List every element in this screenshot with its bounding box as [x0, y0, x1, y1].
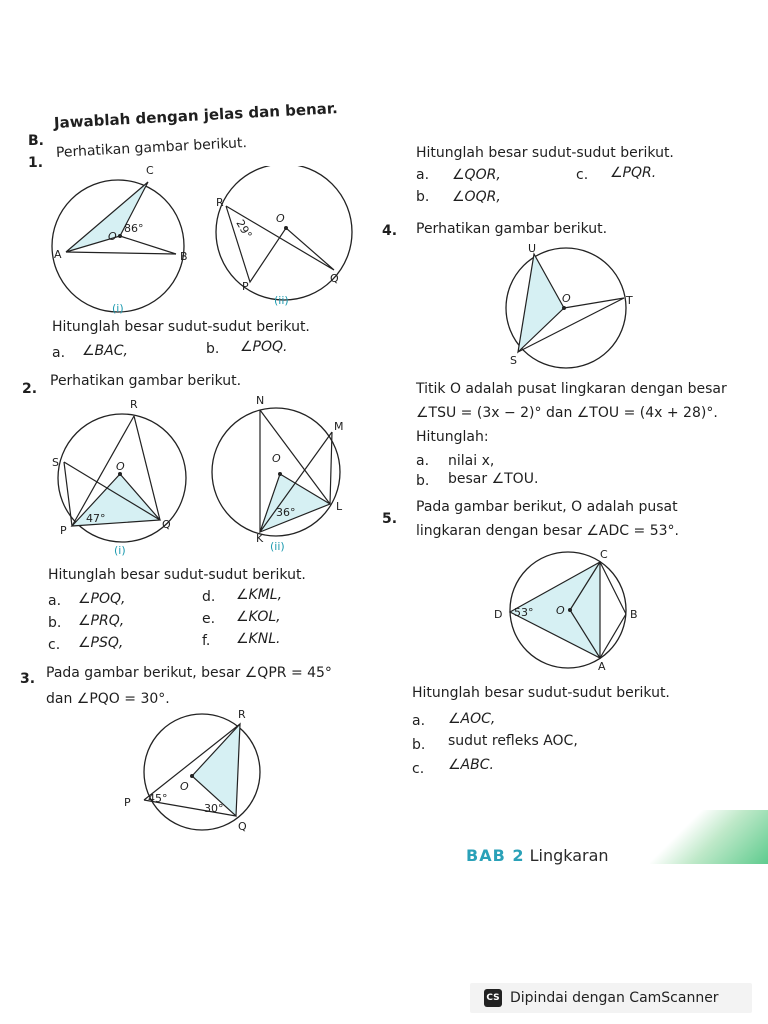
q2-fig-i-P: P — [60, 524, 67, 537]
page-corner-decoration — [650, 810, 768, 864]
q2-c-value: ∠PSQ, — [78, 635, 124, 651]
q2-a-value: ∠POQ, — [78, 591, 126, 607]
q2-fig-i-O: O — [116, 460, 125, 473]
q4-line2: ∠TSU = (3x − 2)° dan ∠TOU = (4x + 28)°. — [416, 405, 718, 421]
q2-fig-ii-O: O — [272, 452, 281, 465]
q2-c-label: c. — [48, 637, 61, 653]
q4-b-value: besar ∠TOU. — [448, 471, 539, 487]
q5-fig-angle: 53° — [514, 606, 534, 619]
section-instruction: Jawablah dengan jelas dan benar. — [53, 99, 339, 132]
q2-a-label: a. — [48, 593, 62, 609]
q1-a-label: a. — [52, 345, 66, 361]
q3-fig-angle-p: 45° — [148, 792, 168, 805]
q1-b-value: ∠POQ. — [240, 339, 288, 355]
q5-fig-D: D — [494, 608, 503, 621]
q3-fig-O: O — [180, 780, 189, 793]
q5-c-label: c. — [412, 761, 425, 777]
q1-a-value: ∠BAC, — [82, 343, 128, 359]
q1-fig-ii-R: R — [216, 196, 224, 209]
q2-fig-i-caption: (i) — [114, 544, 126, 557]
q3-b-label: b. — [416, 189, 430, 205]
q5-fig-C: C — [600, 548, 608, 561]
q5-b-label: b. — [412, 737, 426, 753]
q2-e-label: e. — [202, 611, 216, 627]
q2-fig-ii-K: K — [256, 532, 264, 545]
q2-fig-ii-angle: 36° — [276, 506, 296, 519]
q2-prompt: Perhatikan gambar berikut. — [50, 373, 242, 389]
q2-fig-i-angle: 47° — [86, 512, 106, 525]
q3-c-label: c. — [576, 167, 589, 183]
q5-figure — [488, 546, 648, 676]
q4-line3: Hitunglah: — [416, 429, 489, 445]
q4-b-label: b. — [416, 473, 430, 489]
q4-line1: Titik O adalah pusat lingkaran dengan besar — [416, 381, 727, 397]
q5-a-label: a. — [412, 713, 426, 729]
q1-figure-i — [48, 160, 198, 320]
q3-fig-R: R — [238, 708, 246, 721]
q1-fig-ii-Q: Q — [330, 272, 339, 285]
q5-fig-B: B — [630, 608, 638, 621]
q5-fig-A: A — [598, 660, 606, 673]
q4-number: 4. — [382, 223, 398, 239]
q1-fig-i-angle: 86° — [124, 222, 144, 235]
q1-fig-ii-P: P — [242, 280, 249, 293]
q4-fig-O: O — [562, 292, 571, 305]
q3-ask: Hitunglah besar sudut-sudut berikut. — [416, 145, 674, 161]
q4-fig-T: T — [626, 294, 633, 307]
q3-number: 3. — [20, 671, 36, 687]
q2-f-label: f. — [202, 633, 211, 649]
camscanner-text: Dipindai dengan CamScanner — [510, 990, 719, 1006]
q1-fig-i-B: B — [180, 250, 188, 263]
q2-number: 2. — [22, 381, 38, 397]
q5-c-value: ∠ABC. — [448, 757, 494, 773]
q3-c-value: ∠PQR. — [610, 165, 657, 181]
q1-fig-i-caption: (i) — [112, 302, 124, 315]
q5-b-value: sudut refleks AOC, — [448, 733, 578, 749]
q2-d-label: d. — [202, 589, 216, 605]
q2-fig-ii-caption: (ii) — [270, 540, 285, 553]
q2-fig-ii-L: L — [336, 500, 343, 513]
q3-figure — [120, 708, 280, 838]
q1-prompt: Perhatikan gambar berikut. — [55, 135, 248, 161]
q2-fig-i-R: R — [130, 398, 138, 411]
q3-fig-Q: Q — [238, 820, 247, 833]
q1-fig-i-A: A — [54, 248, 62, 261]
q5-ask: Hitunglah besar sudut-sudut berikut. — [412, 685, 670, 701]
q1-fig-ii-O: O — [276, 212, 285, 225]
camscanner-watermark — [470, 983, 752, 1013]
chapter-title: Lingkaran — [529, 846, 609, 865]
q5-a-value: ∠AOC, — [448, 711, 496, 727]
q1-fig-i-O: O — [108, 230, 117, 243]
q1-fig-ii-caption: (ii) — [274, 294, 289, 307]
q3-fig-P: P — [124, 796, 131, 809]
q3-fig-angle-q: 30° — [204, 802, 224, 815]
camscanner-logo-icon: CS — [484, 989, 502, 1007]
q2-b-value: ∠PRQ, — [78, 613, 125, 629]
q5-line2: lingkaran dengan besar ∠ADC = 53°. — [416, 523, 679, 539]
q2-b-label: b. — [48, 615, 62, 631]
q3-a-value: ∠QOR, — [452, 167, 501, 183]
q5-number: 5. — [382, 511, 398, 527]
q5-line1: Pada gambar berikut, O adalah pusat — [416, 499, 678, 515]
q4-figure — [500, 240, 640, 370]
q2-f-value: ∠KNL. — [236, 631, 281, 647]
chapter-label: BAB 2 — [466, 846, 525, 865]
q2-fig-ii-M: M — [334, 420, 344, 433]
q1-fig-i-C: C — [146, 164, 154, 177]
q3-line1: Pada gambar berikut, besar ∠QPR = 45° — [46, 665, 332, 681]
q3-a-label: a. — [416, 167, 430, 183]
q3-line2: dan ∠PQO = 30°. — [46, 691, 170, 707]
q1-figure-ii — [208, 166, 358, 312]
q2-fig-i-S: S — [52, 456, 59, 469]
q2-ask: Hitunglah besar sudut-sudut berikut. — [48, 567, 306, 583]
q2-figure-i — [50, 396, 200, 562]
q4-a-value: nilai x, — [448, 453, 495, 469]
q1-fig-ii-angle: 29° — [233, 217, 255, 241]
q4-prompt: Perhatikan gambar berikut. — [416, 221, 608, 237]
q2-fig-ii-N: N — [256, 394, 265, 407]
q1-number: 1. — [28, 155, 44, 171]
page-footer — [466, 846, 609, 865]
q2-figure-ii — [204, 392, 354, 558]
q4-a-label: a. — [416, 453, 430, 469]
q1-ask: Hitunglah besar sudut-sudut berikut. — [52, 319, 310, 335]
q3-b-value: ∠OQR, — [452, 189, 501, 205]
q4-fig-U: U — [528, 242, 537, 255]
q4-fig-S: S — [510, 354, 517, 367]
q5-fig-O: O — [556, 604, 565, 617]
q2-fig-i-Q: Q — [162, 518, 171, 531]
q2-d-value: ∠KML, — [236, 587, 283, 603]
q2-e-value: ∠KOL, — [236, 609, 281, 625]
q1-b-label: b. — [206, 341, 220, 357]
section-label: B. — [28, 133, 44, 149]
